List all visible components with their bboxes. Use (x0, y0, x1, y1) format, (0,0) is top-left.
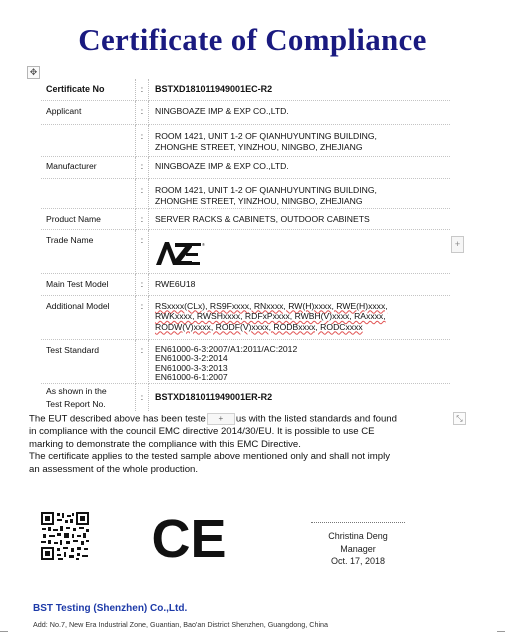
test-report-value: BSTXD181011949001ER-R2 (155, 392, 273, 403)
statement-line2: in compliance with the council EMC directive 2014/30/EU. It is possible to use CE (29, 426, 375, 438)
statement-line4: The certificate applies to the tested sample above mentioned only and shall not imply (29, 451, 391, 463)
product-name-value: SERVER RACKS & CABINETS, OUTDOOR CABINETS (149, 208, 451, 229)
trade-name-value (149, 229, 451, 273)
colon: : (136, 156, 149, 178)
colon: : (136, 273, 149, 295)
colon: : (136, 229, 149, 273)
additional-model-line2: RWKxxxx, RWSHxxxx, RDFxPxxxx, RWBH(V)xxxx, RAxxxx, (155, 311, 386, 321)
test-report-label (41, 383, 136, 411)
manufacturer-label: Manufacturer (41, 156, 136, 178)
manufacturer-address (149, 178, 451, 208)
signature-date: Oct. 17, 2018 (330, 556, 386, 566)
applicant-address-label-empty (41, 124, 136, 156)
add-column-button[interactable]: + (451, 236, 464, 253)
colon: : (136, 383, 149, 411)
statement-line5: an assessment of the whole production. (29, 463, 199, 475)
additional-model-line3: RODW(V)xxxx, RODF(V)xxxx, RODBxxxx, RODCxxxx (155, 321, 363, 332)
trade-name-label: Trade Name (41, 229, 136, 273)
additional-model-line1: RSxxxx(CLx), RS9Fxxxx, RNxxxx, RW(H)xxxx, RWE(H)xxxx, (155, 300, 388, 311)
statement-line1-start: The EUT described above has been teste (29, 413, 206, 425)
table-resize-handle-icon[interactable]: ⤡ (453, 412, 466, 425)
test-standard-line2: EN61000-3-2:2014 (155, 353, 228, 364)
main-test-model-value: RWE6U18 (149, 273, 451, 295)
colon: : (136, 339, 149, 383)
document-title: Certificate of Compliance (78, 22, 427, 57)
signer-name: Christina Deng (328, 531, 388, 541)
applicant-name: NINGBOAZE IMP & EXP CO.,LTD. (149, 100, 451, 124)
certificate-no-value: BSTXD181011949001EC-R2 (149, 79, 451, 100)
certificate-no-label: Certificate No (41, 79, 136, 100)
aze-logo-icon (155, 238, 215, 268)
colon: : (136, 208, 149, 229)
manufacturer-address-label-empty (41, 178, 136, 208)
colon: : (136, 100, 149, 124)
manufacturer-address-line2: ZHONGHE STREET, YINZHOU, NINGBO, ZHEJIANG (155, 196, 363, 206)
colon: : (136, 124, 149, 156)
test-standard-value (149, 339, 451, 383)
test-standard-line3: EN61000-3-3:2013 (155, 362, 228, 373)
compliance-statement (29, 413, 454, 477)
svg-text:®: ® (202, 241, 205, 247)
colon: : (136, 295, 149, 339)
applicant-address (149, 124, 451, 156)
applicant-address-line1: ROOM 1421, UNIT 1-2 OF QIANHUYUNTING BUILDING, (155, 130, 377, 141)
additional-model-label: Additional Model (41, 295, 136, 339)
statement-line3: marking to demonstrate the compliance with this EMC Directive. (29, 438, 301, 450)
page-corner-mark-left (0, 631, 8, 637)
product-name-label: Product Name (41, 208, 136, 229)
signature-line (311, 522, 405, 523)
aze-logo (155, 238, 215, 268)
test-standard-line1: EN61000-6-3:2007/A1:2011/AC:2012 (155, 343, 298, 354)
add-row-button[interactable]: + (207, 413, 235, 425)
colon: : (136, 79, 149, 100)
qr-code-icon (40, 511, 90, 561)
applicant-label: Applicant (41, 100, 136, 124)
page-corner-mark-right (497, 631, 505, 637)
applicant-address-line2: ZHONGHE STREET, YINZHOU, NINGBO, ZHEJIANG (155, 142, 363, 152)
company-name: BST Testing (Shenzhen) Co.,Ltd. (33, 603, 188, 614)
test-report-label-line1: As shown in the (46, 385, 107, 396)
test-standard-label: Test Standard (41, 339, 136, 383)
signer-title: Manager (340, 543, 376, 554)
signature-block (300, 530, 416, 568)
additional-model-value (149, 295, 451, 339)
test-report-label-line2: Test Report No. (46, 398, 106, 409)
colon: : (136, 178, 149, 208)
manufacturer-name: NINGBOAZE IMP & EXP CO.,LTD. (149, 156, 451, 178)
manufacturer-address-line1: ROOM 1421, UNIT 1-2 OF QIANHUYUNTING BUILDING, (155, 184, 377, 195)
test-standard-line4: EN61000-6-1:2007 (155, 372, 228, 383)
ce-mark-text: CE (151, 509, 227, 561)
ce-mark-icon (150, 509, 228, 561)
statement-line1-end: us with the listed standards and found (235, 413, 397, 425)
company-address: Add: No.7, New Era Industrial Zone, Guantian, Bao'an District Shenzhen, Guangdong, China (33, 620, 329, 629)
table-move-handle-icon[interactable]: ✥ (27, 66, 40, 79)
certificate-table (41, 79, 450, 411)
main-test-model-label: Main Test Model (41, 273, 136, 295)
statement-line1 (29, 413, 454, 426)
